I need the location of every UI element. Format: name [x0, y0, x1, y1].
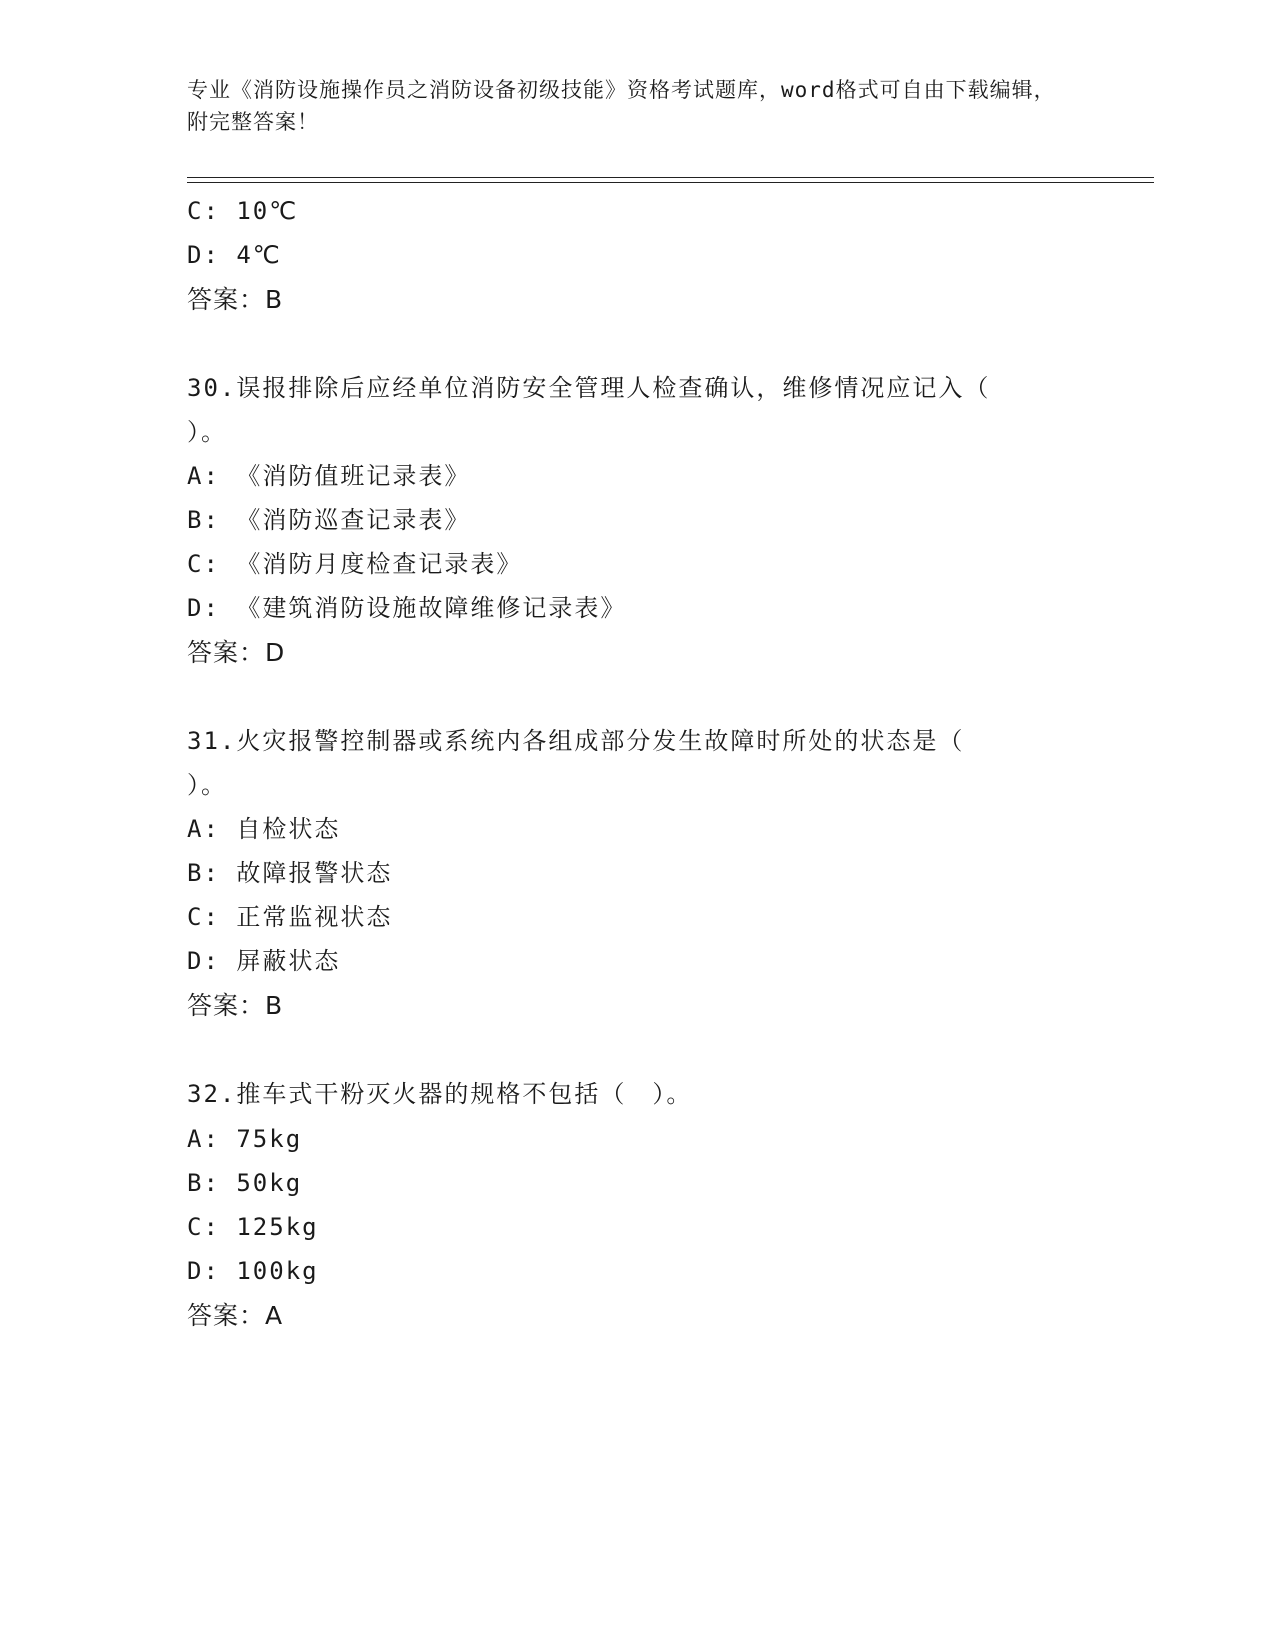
- question-30-stem: 30.误报排除后应经单位消防安全管理人检查确认，维修情况应记入（: [187, 374, 991, 402]
- question-32-option-d: D: 100kg: [187, 1257, 319, 1285]
- question-32-option-a: A: 75kg: [187, 1125, 303, 1153]
- question-32-stem: 32.推车式干粉灭火器的规格不包括（ ）。: [187, 1080, 693, 1108]
- header-divider-top: [187, 177, 1154, 178]
- answer-29: 答案：B: [187, 285, 284, 314]
- question-31-stem-cont: ）。: [187, 771, 227, 799]
- question-30-option-c: C: 《消防月度检查记录表》: [187, 550, 523, 578]
- option-c: C: 10℃: [187, 197, 299, 225]
- question-30-stem-cont: ）。: [187, 418, 227, 446]
- question-32-option-c: C: 125kg: [187, 1213, 319, 1241]
- question-31-option-a: A: 自检状态: [187, 815, 341, 843]
- question-31-option-d: D: 屏蔽状态: [187, 947, 341, 975]
- answer-32: 答案：A: [187, 1301, 284, 1330]
- question-30-option-d: D: 《建筑消防设施故障维修记录表》: [187, 594, 627, 622]
- question-30-option-b: B: 《消防巡查记录表》: [187, 506, 471, 534]
- question-32-option-b: B: 50kg: [187, 1169, 303, 1197]
- answer-31: 答案：B: [187, 991, 284, 1020]
- question-30-option-a: A: 《消防值班记录表》: [187, 462, 471, 490]
- answer-30: 答案：D: [187, 638, 286, 667]
- header-divider-bottom: [187, 182, 1154, 183]
- option-d: D: 4℃: [187, 241, 282, 269]
- question-31-stem: 31.火灾报警控制器或系统内各组成部分发生故障时所处的状态是（: [187, 727, 965, 755]
- question-31-option-b: B: 故障报警状态: [187, 859, 393, 887]
- question-31-option-c: C: 正常监视状态: [187, 903, 393, 931]
- document-header: 专业《消防设施操作员之消防设备初级技能》资格考试题库，word格式可自由下载编辑，附完整答案！: [187, 78, 1056, 134]
